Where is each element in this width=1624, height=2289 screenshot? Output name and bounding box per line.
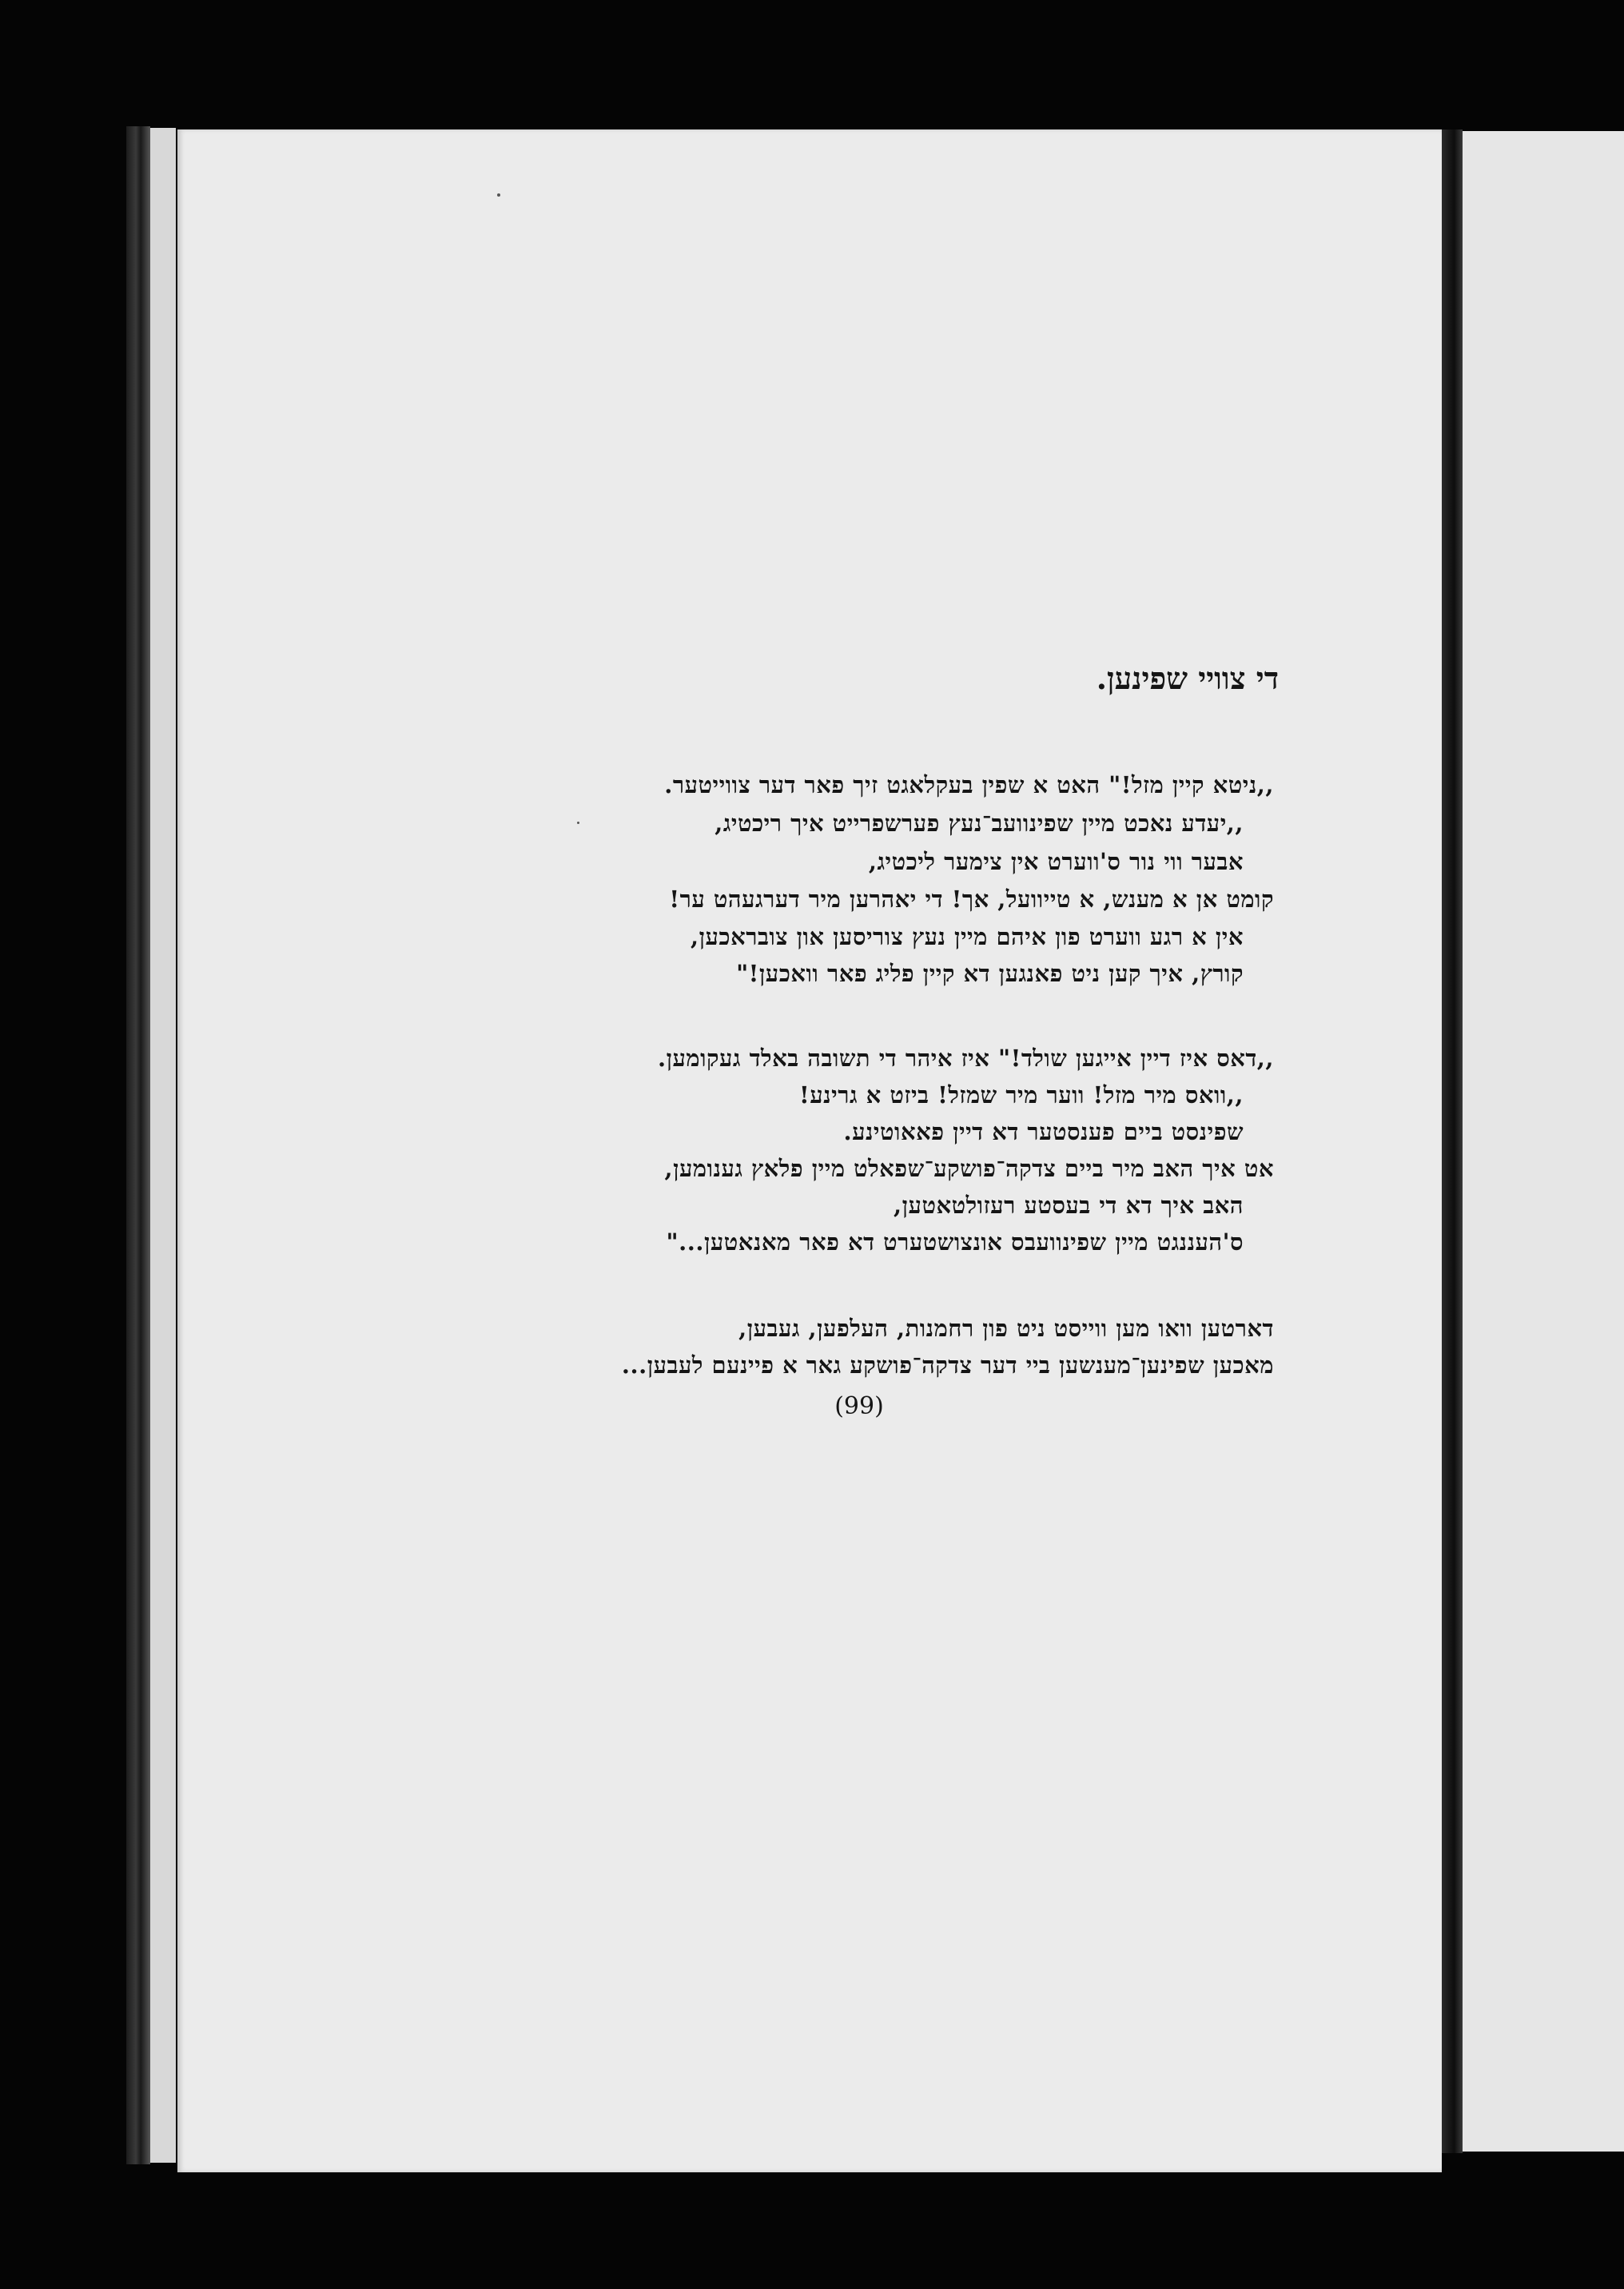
poem-line: שפינסט ביים פענסטער דא דיין פאאוטינע. bbox=[843, 1118, 1244, 1145]
book-gutter bbox=[1442, 129, 1463, 2153]
book-spine-edge bbox=[126, 126, 150, 2164]
facing-page-edge bbox=[1463, 131, 1624, 2152]
poem-line: ,,ניטא קיין מזל!" האט א שפין בעקלאגט זיך פאר דער צווייטער. bbox=[664, 771, 1274, 798]
poem-line: אין א רגע ווערט פון איהם מיין נעץ צוריסען און צובראכען, bbox=[691, 923, 1244, 950]
poem-line: אבער ווי נור ס'ווערט אין צימער ליכטיג, bbox=[868, 848, 1244, 875]
poem-line: קורץ, איך קען ניט פאנגען דא קיין פליג פאר וואכען!" bbox=[736, 960, 1244, 987]
poem-line: ס'העננגט מיין שפינוועבס אונצושטערט דא פאר מאנאטען..." bbox=[666, 1228, 1244, 1256]
poem-line: ,,וואס מיר מזל! ווער מיר שמזל! ביזט א גרינע! bbox=[799, 1081, 1244, 1109]
book-page bbox=[177, 129, 1442, 2172]
page-number: (99) bbox=[834, 1392, 884, 1420]
poem-line: אט איך האב מיר ביים צדקה־פושקע־שפאלט מיין פלאץ גענומען, bbox=[664, 1155, 1274, 1182]
page-stack-edge bbox=[150, 128, 176, 2163]
poem-line: ,,יעדע נאכט מיין שפינוועב־נעץ פערשפרייט איך ריכטיג, bbox=[714, 810, 1244, 837]
paper-speck bbox=[577, 822, 579, 824]
poem-line: האב איך דא די בעסטע רעזולטאטען, bbox=[894, 1192, 1244, 1219]
poem-line: דארטען וואו מען ווייסט ניט פון רחמנות, העלפען, געבען, bbox=[738, 1315, 1274, 1342]
paper-speck bbox=[497, 193, 500, 197]
poem-line: ,,דאס איז דיין אייגען שולד!" איז איהר די תשובה באלד געקומען. bbox=[657, 1045, 1274, 1072]
poem-title: די צוויי שפינען. bbox=[1096, 660, 1279, 696]
poem-line: קומט אן א מענש, א טייוועל, אך! די יאהרען מיר דערגעהט ער! bbox=[669, 886, 1274, 913]
poem-line: מאכען שפינען־מענשען ביי דער צדקה־פושקע גאר א פיינעם לעבען... bbox=[621, 1352, 1274, 1379]
